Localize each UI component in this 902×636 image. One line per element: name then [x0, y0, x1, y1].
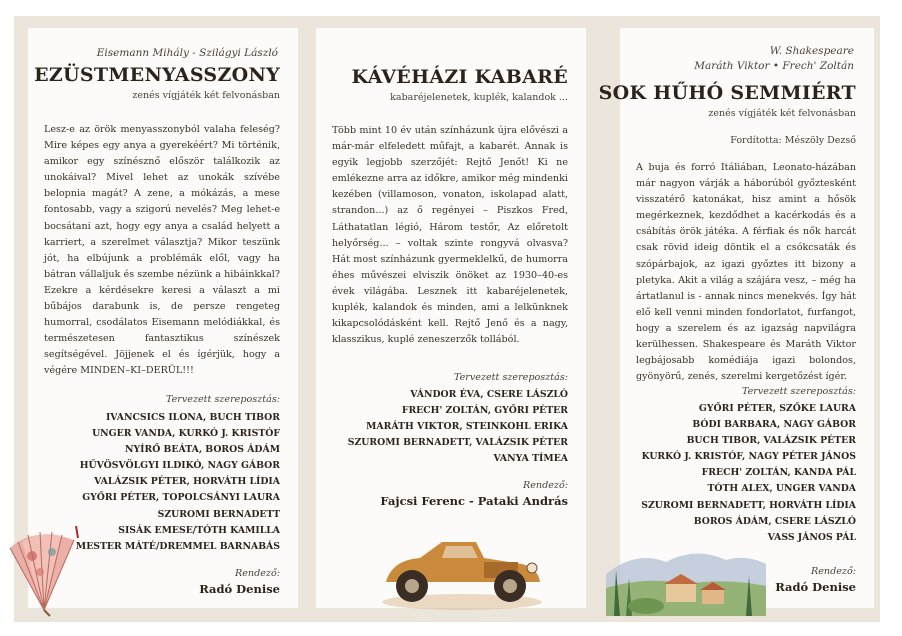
cast-line: SZUROMI BERNADETT, VALÁZSIK PÉTER	[347, 437, 568, 449]
play-title: KÁVÉHÁZI KABARÉ	[351, 66, 568, 88]
cast-line: MESTER MÁTÉ/DREMMEL BARNABÁS	[75, 540, 280, 552]
cast-label: Tervezett szereposztás:	[165, 394, 280, 405]
cast-line: UNGER VANDA, KURKÓ J. KRISTÓF	[92, 428, 280, 440]
author-line: Eisemann Mihály - Szilágyi László	[96, 47, 278, 59]
cast-line: FRECH' ZOLTÁN, GYŐRI PÉTER	[401, 405, 568, 417]
director-name: Radó Denise	[775, 580, 856, 594]
cast-line: SZUROMI BERNADETT, HORVÁTH LÍDIA	[641, 499, 856, 511]
cast-line: FRECH' ZOLTÁN, KANDA PÁL	[701, 467, 856, 479]
author-line: Maráth Viktor • Frech' Zoltán	[694, 60, 854, 72]
panel-authors	[694, 44, 854, 74]
landscape-icon	[606, 553, 766, 616]
fan-icon	[10, 526, 78, 616]
play-description: Lesz-e az örök menyasszonyból valaha feleség? Mire képes egy anya a gyerekéért? Mi történik, amikor egy színésznő először találkozik az unokáival? Mivel lehet az unokák szívébe belopnia magát? A zene, a mókázás, a mese fontosabb, vagy a szigorú nevelés? Meg lehet-e bocsátani azt, hogy egy anya a család helyett a karriert, a szerelmet választja? Mikor teszünk jót, ha elbújunk a problémák elől, vagy ha bátran vállaljuk és szembe nézünk a hibáinkkal? Ezekre a kérdésekre keresi a választ a mi bűbájos darabunk is, de persze rengeteg humorral, csodálatos Eisemann melódiákkal, és természetesen fantasztikus színészek segítségével. Jöjjenek el és ígérjük, hogy a végére MINDEN–KI–DERÜL!!!	[44, 124, 280, 377]
cast-line: VÁNDOR ÉVA, CSERE LÁSZLÓ	[410, 389, 568, 400]
play-subtitle: kabaréjelenetek, kuplék, kalandok ...	[390, 92, 568, 103]
director-label: Rendező:	[811, 566, 856, 577]
director-name: Fajcsi Ferenc - Pataki András	[380, 494, 568, 508]
play-description: A buja és forró Itáliában, Leonato-házában már nagyon várják a háborúból győztesként visszatérő katonákat, hisz amint a hősök megérkeznek, kezdődhet a kacérkodás és a csábítás örök játéka. A férfiak és nők harcát csak rövid ideig döntik el a csókcsaták és szópárbajok, az igazi győztes itt bizony a pletyka. Akit a világ a szájára vesz, – még ha ártatlanul is - annak nincs menekvés. Így hát elő kell venni minden fondorlatot, furfangot, hogy a szerelem és az igazság napvilágra kerülhessen. Shakespeare és Maráth Viktor legbájosabb komédiája igazi bolondos, gyönyörű, zenés, szerelmi kergetőzést ígér.	[636, 162, 856, 383]
italian-landscape-illustration	[606, 540, 766, 616]
play-subtitle: zenés vígjáték két felvonásban	[708, 108, 856, 119]
cast-line: HŰVÖSVÖLGYI ILDIKÓ, NAGY GÁBOR	[79, 460, 280, 472]
cast-line: MARÁTH VIKTOR, STEINKOHL ERIKA	[366, 421, 568, 433]
cast-line: GYŐRI PÉTER, SZŐKE LAURA	[698, 403, 856, 414]
play-title: SOK HŰHÓ SEMMIÉRT	[598, 82, 856, 104]
director-label: Rendező:	[235, 568, 280, 579]
play-title: EZÜSTMENYASSZONY	[34, 64, 280, 86]
play-description: Több mint 10 év után színházunk újra elővészi a már-már elfeledett műfajt, a kabarét. Annak is egyik legjobb szerzőjét: Rejtő Jenőt! Ki ne emlékezne arra az időkre, amikor még mindenki kezében (villamoson, vonaton, iskolapad alatt, strandon...) az ő regényei – Piszkos Fred, Láthatatlan légió, Három testőr, Az előretolt helyőrség... – voltak szinte rongyvá olvasva? Hát most színházunk gyermeklelkű, de humorra éhes művészei elviszik önöket az 1930–40-es évek világába. Lesznek itt kabaréjelenetek, kuplék, kalandok és minden, ami a lelkünknek kikapcsolódásként kell. Rejtő Jenő és a nagy, klasszikus, kuplé zeneszerzők tollából.	[332, 125, 568, 346]
vintage-car-illustration	[372, 520, 552, 615]
hand-fan-illustration	[4, 518, 84, 618]
cast-list	[348, 387, 568, 467]
cast-label: Tervezett szereposztás:	[453, 372, 568, 383]
cast-line: VASS JÁNOS PÁL	[767, 531, 856, 543]
director-label: Rendező:	[523, 480, 568, 491]
cast-line: NYÍRŐ BEÁTA, BOROS ÁDÁM	[125, 444, 280, 456]
cast-line: KURKÓ J. KRISTÓF, NAGY PÉTER JÁNOS	[641, 451, 856, 463]
cast-line: VALÁZSIK PÉTER, HORVÁTH LÍDIA	[94, 476, 280, 488]
cast-line: IVANCSICS ILONA, BUCH TIBOR	[105, 412, 280, 423]
cast-line: TÓTH ALEX, UNGER VANDA	[707, 483, 856, 495]
director-name: Radó Denise	[199, 582, 280, 596]
author-line: W. Shakespeare	[769, 45, 854, 57]
translator-credit: Fordította: Mészöly Dezső	[730, 135, 856, 146]
cast-line: SISÁK EMESE/TÓTH KAMILLA	[118, 524, 280, 536]
cast-line: GYŐRI PÉTER, TOPOLCSÁNYI LAURA	[82, 492, 280, 504]
car-icon	[382, 542, 542, 610]
cast-line: BUCH TIBOR, VALÁZSIK PÉTER	[686, 435, 856, 447]
cast-line: SZUROMI BERNADETT	[157, 508, 280, 520]
play-subtitle: zenés vígjáték két felvonásban	[132, 90, 280, 101]
panel-authors	[97, 46, 278, 61]
cast-list	[641, 401, 856, 546]
cast-line: BOROS ÁDÁM, CSERE LÁSZLÓ	[693, 515, 856, 527]
cast-line: VANYA TÍMEA	[493, 453, 568, 465]
cast-line: BÓDI BARBARA, NAGY GÁBOR	[692, 419, 856, 431]
panel-sok-huho-semmiert	[598, 28, 874, 608]
cast-list	[76, 410, 280, 555]
cast-label: Tervezett szereposztás:	[741, 386, 856, 397]
